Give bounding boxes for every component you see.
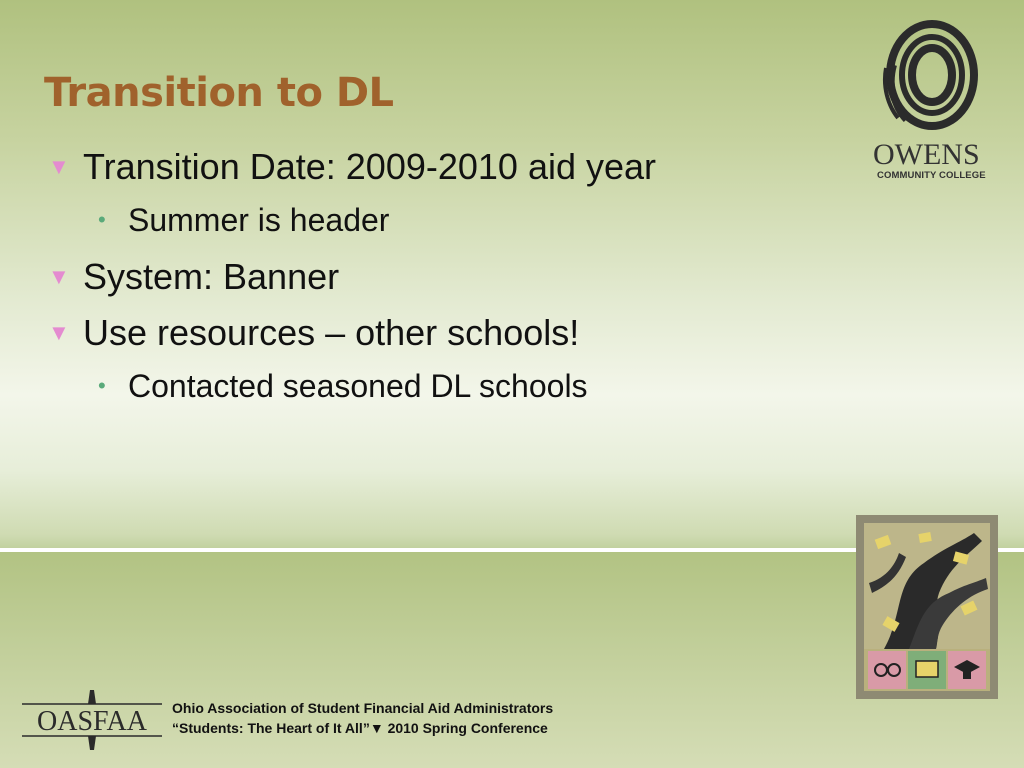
- bullet-item: [48, 142, 848, 192]
- owens-wordmark: OWENS: [873, 138, 980, 171]
- triangle-bullet-icon: ▼: [48, 154, 70, 179]
- dot-bullet-icon: •: [98, 373, 106, 398]
- bullet-text: Use resources – other schools!: [83, 312, 580, 353]
- oasfaa-logo-text: OASFAA: [37, 706, 147, 737]
- clipart-drawing: [864, 523, 990, 691]
- slide-title: Transition to DL: [44, 70, 394, 116]
- clipart-frame: [864, 523, 990, 691]
- bullet-item: [48, 252, 848, 302]
- sub-bullet-text: Summer is header: [128, 201, 390, 238]
- oasfaa-logo-icon: [22, 690, 162, 750]
- sub-bullet-item: [98, 198, 848, 242]
- students-clipart-image: [856, 515, 998, 699]
- sub-bullet-text: Contacted seasoned DL schools: [128, 367, 588, 404]
- bullet-text: Transition Date: 2009-2010 aid year: [83, 146, 657, 187]
- footer-org-name: Ohio Association of Student Financial Aid Administrators: [172, 700, 554, 716]
- dot-bullet-icon: •: [98, 207, 106, 232]
- owens-subtitle: COMMUNITY COLLEGE: [877, 170, 986, 181]
- footer-conference: “Students: The Heart of It All”▼ 2010 Spring Conference: [172, 720, 548, 736]
- bullet-list: [48, 142, 848, 418]
- bullet-text: System: Banner: [83, 256, 340, 297]
- triangle-bullet-icon: ▼: [48, 320, 70, 345]
- triangle-bullet-icon: ▼: [48, 264, 70, 289]
- sub-bullet-item: [98, 364, 848, 408]
- bullet-item: [48, 308, 848, 358]
